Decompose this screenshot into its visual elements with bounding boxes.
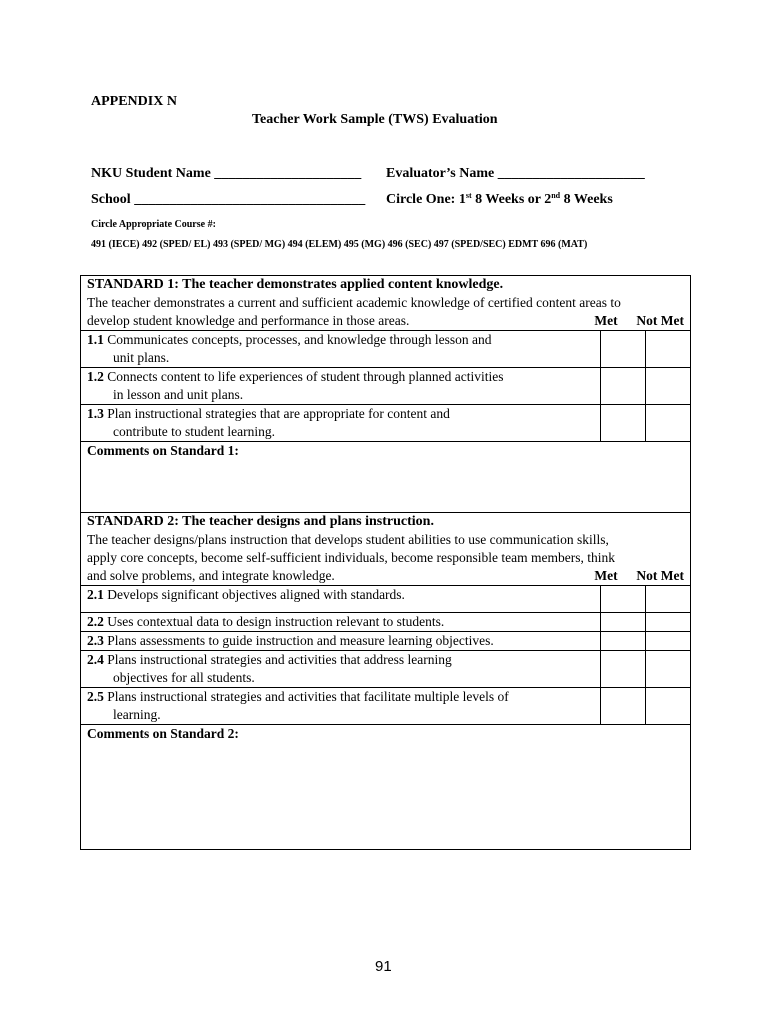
standard2-desc-line3: and solve problems, and integrate knowledge.: [87, 568, 335, 583]
standard2-met-labels: [594, 567, 684, 585]
standard2-met-label: Met: [594, 568, 618, 583]
standard2-comments-label: Comments on Standard 2:: [87, 726, 239, 741]
circle-one-row: [386, 192, 613, 208]
evaluator-name-row: [386, 166, 645, 182]
not-met-checkbox-1-3[interactable]: [646, 405, 691, 442]
comments-row: [81, 442, 691, 513]
circle-one-text: Circle One: 1: [386, 192, 466, 207]
table-row: [81, 368, 691, 405]
standard2-comments-box[interactable]: [81, 725, 691, 850]
comments-row: [81, 725, 691, 850]
table-row: [81, 331, 691, 368]
standard1-comments-box[interactable]: [81, 442, 691, 513]
table-row: [81, 613, 691, 632]
table-row: [81, 651, 691, 688]
met-checkbox-1-1[interactable]: [601, 331, 646, 368]
criterion-2-1: 2.1 Develops significant objectives aligned with standards.: [81, 586, 601, 613]
criterion-1-1: 1.1 Communicates concepts, processes, and knowledge through lesson and unit plans.: [81, 331, 601, 368]
criterion-2-4: 2.4 Plans instructional strategies and activities that address learning objectives for all students.: [81, 651, 601, 688]
criterion-2-5: 2.5 Plans instructional strategies and activities that facilitate multiple levels of learning.: [81, 688, 601, 725]
appendix-label: APPENDIX N: [91, 94, 177, 109]
student-name-label: NKU Student Name: [91, 166, 211, 181]
criterion-2-3: 2.3 Plans assessments to guide instruction and measure learning objectives.: [81, 632, 601, 651]
met-checkbox-2-4[interactable]: [601, 651, 646, 688]
met-checkbox-2-3[interactable]: [601, 632, 646, 651]
met-checkbox-1-3[interactable]: [601, 405, 646, 442]
table-row: [81, 632, 691, 651]
standard1-header-row: [81, 276, 691, 331]
second-sup: nd: [551, 191, 561, 200]
school-label: School: [91, 192, 131, 207]
standard1-met-label: Met: [594, 313, 618, 328]
table-row: [81, 405, 691, 442]
table-row: [81, 688, 691, 725]
student-name-field[interactable]: _____________________: [214, 166, 362, 181]
evaluator-name-label: Evaluator’s Name: [386, 166, 495, 181]
standard2-header: [81, 513, 691, 586]
standard2-header-row: [81, 513, 691, 586]
standard1-title: STANDARD 1: The teacher demonstrates applied content knowledge.: [87, 277, 504, 292]
met-checkbox-2-2[interactable]: [601, 613, 646, 632]
not-met-checkbox-2-2[interactable]: [646, 613, 691, 632]
standard1-comments-label: Comments on Standard 1:: [87, 443, 239, 458]
criterion-1-2: 1.2 Connects content to life experiences of student through planned activities in lesson and unit plans.: [81, 368, 601, 405]
school-row: [91, 192, 365, 208]
course-list: 491 (IECE) 492 (SPED/ EL) 493 (SPED/ MG) 494 (ELEM) 495 (MG) 496 (SEC) 497 (SPED/SEC) EDMT 696 (MAT): [91, 239, 588, 250]
criterion-1-3: 1.3 Plan instructional strategies that are appropriate for content and contribute to student learning.: [81, 405, 601, 442]
not-met-checkbox-1-2[interactable]: [646, 368, 691, 405]
standard1-desc-line1: The teacher demonstrates a current and sufficient academic knowledge of certified content areas to: [87, 295, 621, 310]
standard1-notmet-label: Not Met: [636, 313, 684, 328]
not-met-checkbox-2-5[interactable]: [646, 688, 691, 725]
standards-table: [80, 275, 691, 850]
page-number: 91: [375, 958, 392, 975]
circle-one-mid: 8 Weeks or 2: [471, 192, 552, 207]
standard2-desc-row: [87, 567, 684, 585]
not-met-checkbox-2-3[interactable]: [646, 632, 691, 651]
met-checkbox-2-1[interactable]: [601, 586, 646, 613]
not-met-checkbox-1-1[interactable]: [646, 331, 691, 368]
evaluator-name-field[interactable]: _____________________: [497, 166, 645, 181]
page-title: Teacher Work Sample (TWS) Evaluation: [252, 112, 498, 127]
circle-one-end: 8 Weeks: [560, 192, 613, 207]
table-row: [81, 586, 691, 613]
criterion-2-2: 2.2 Uses contextual data to design instruction relevant to students.: [81, 613, 601, 632]
standard2-notmet-label: Not Met: [636, 568, 684, 583]
standard1-header: [81, 276, 691, 331]
standard1-met-labels: [594, 312, 684, 330]
not-met-checkbox-2-1[interactable]: [646, 586, 691, 613]
standard2-desc-line1: The teacher designs/plans instruction that develops student abilities to use communication skills,: [87, 532, 609, 547]
not-met-checkbox-2-4[interactable]: [646, 651, 691, 688]
met-checkbox-1-2[interactable]: [601, 368, 646, 405]
standard1-desc-line2: develop student knowledge and performance in those areas.: [87, 313, 410, 328]
met-checkbox-2-5[interactable]: [601, 688, 646, 725]
standard2-title: STANDARD 2: The teacher designs and plans instruction.: [87, 514, 434, 529]
student-name-row: [91, 166, 361, 182]
first-sup: st: [465, 191, 472, 200]
school-field[interactable]: _________________________________: [134, 192, 366, 207]
standard2-desc-line2: apply core concepts, become self-sufficient individuals, become responsible team members, think: [87, 550, 615, 565]
course-label: Circle Appropriate Course #:: [91, 219, 216, 230]
standard1-desc-row: [87, 312, 684, 330]
